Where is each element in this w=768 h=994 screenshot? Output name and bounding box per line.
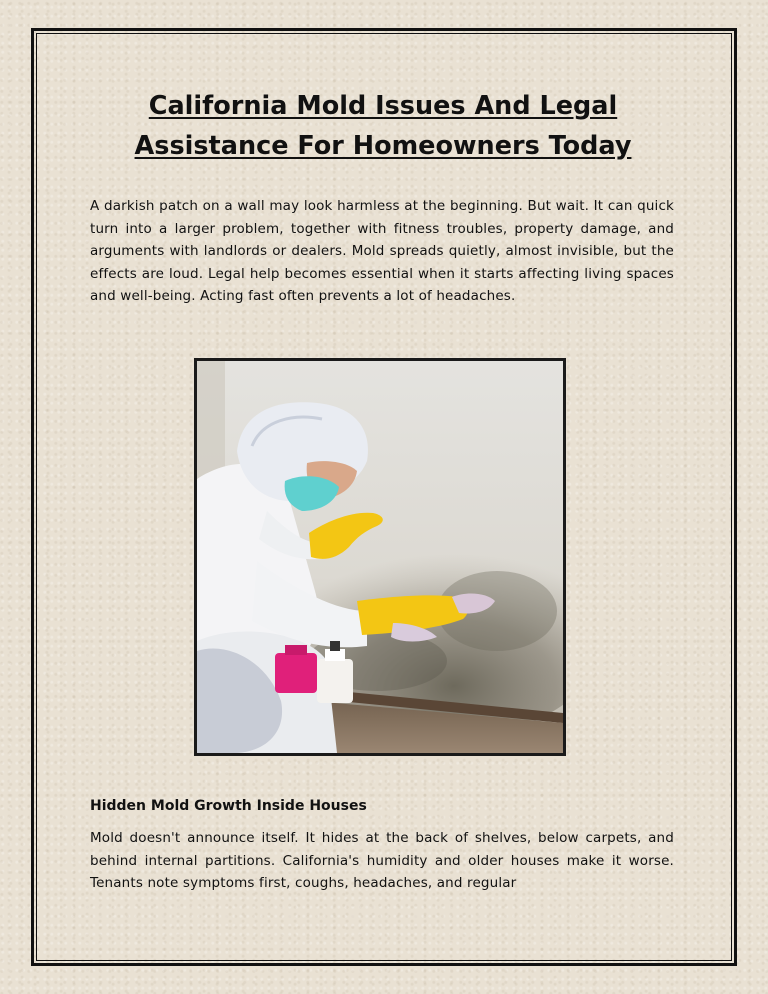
section-heading: Hidden Mold Growth Inside Houses: [90, 798, 367, 814]
intro-paragraph: A darkish patch on a wall may look harmless at the beginning. But wait. It can quick turn into a larger problem, together with fitness troubles, property damage, and arguments with landlords or dealers. Mold spreads quietly, almost invisible, but the effects are loud. Legal help becomes essential when it starts affecting living spaces and well-being. Acting fast often prevents a lot of headaches.: [90, 198, 674, 305]
mold-removal-photo: [194, 358, 566, 756]
document-title: California Mold Issues And Legal Assistance For Homeowners Today: [134, 91, 632, 161]
section-paragraph: Mold doesn't announce itself. It hides at the back of shelves, below carpets, and behind internal partitions. California's humidity and older houses make it worse. Tenants note symptoms first, coughs, headaches, and regular: [90, 830, 674, 892]
